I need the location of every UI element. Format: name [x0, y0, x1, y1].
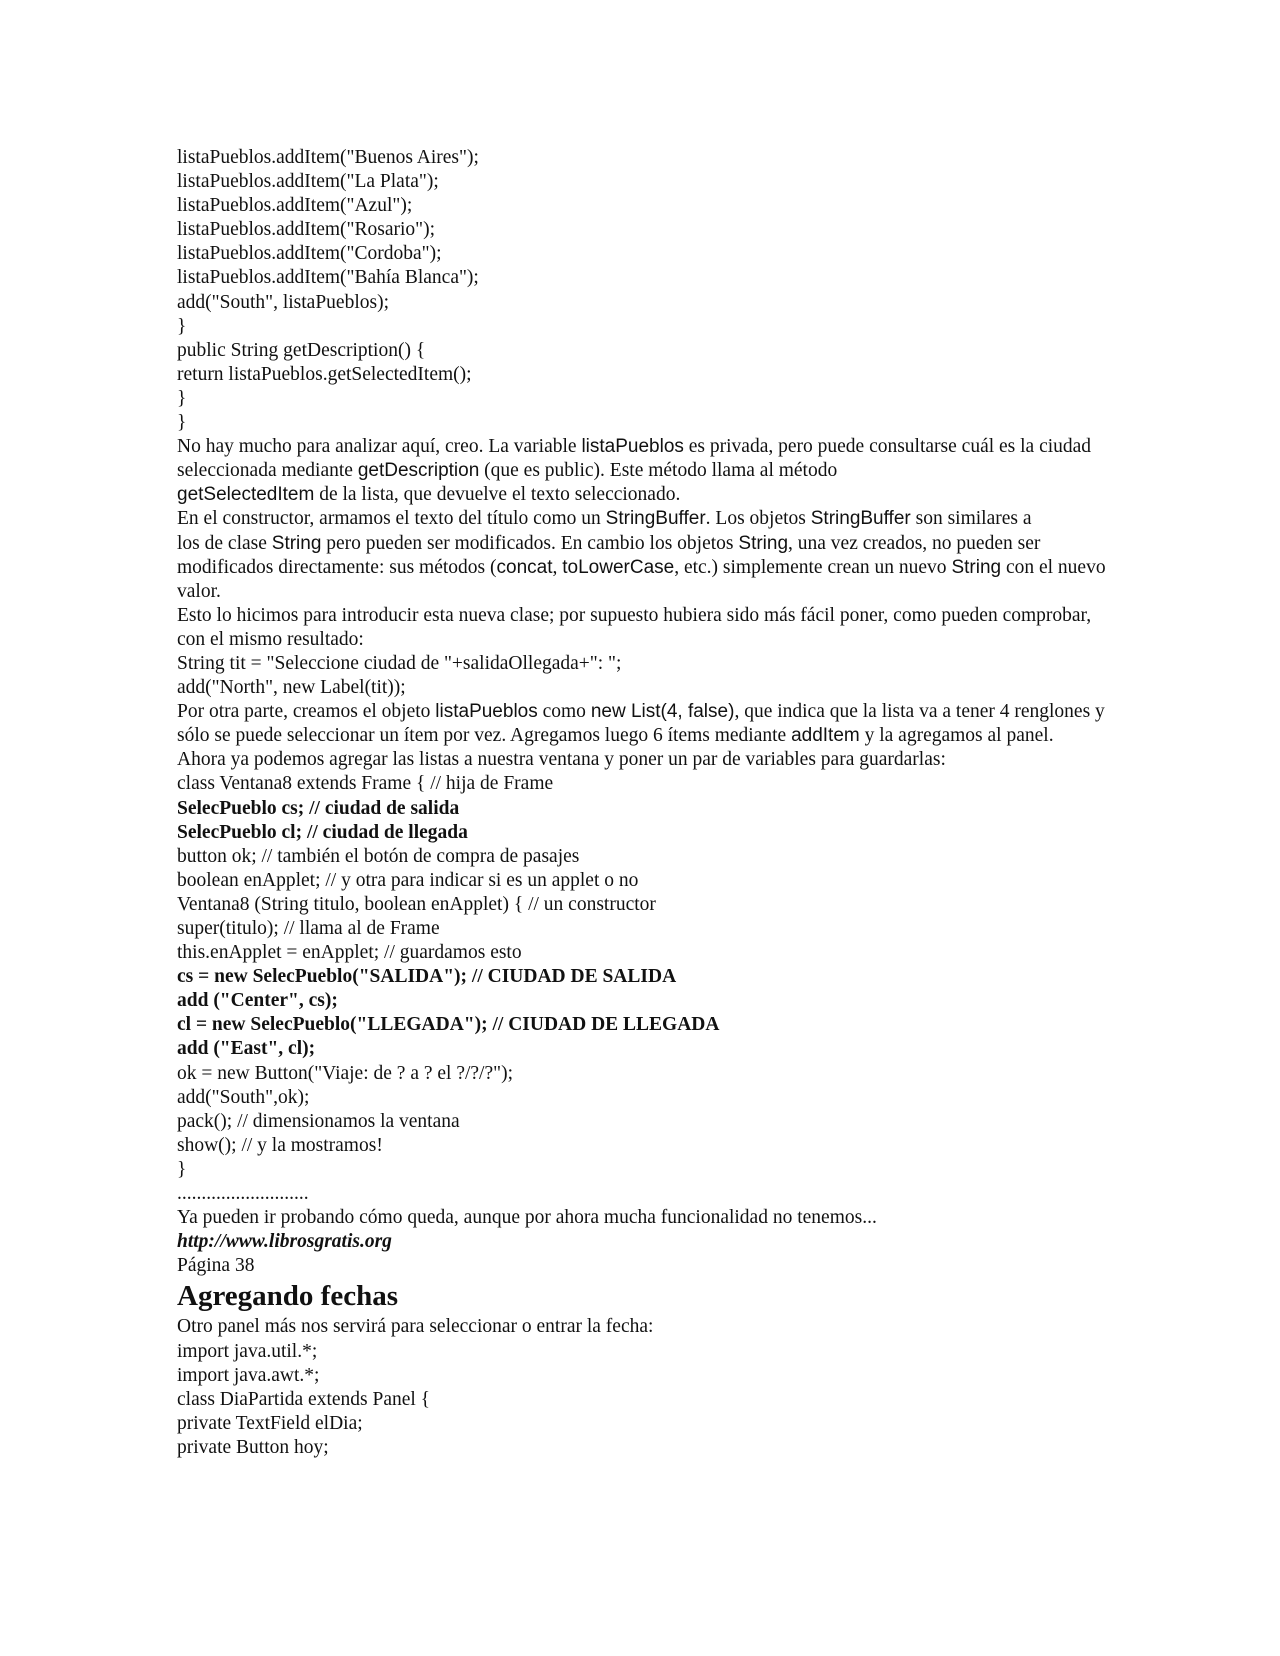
code-line: pack(); // dimensionamos la ventana — [177, 1110, 460, 1132]
code-line: listaPueblos.addItem("Buenos Aires"); — [177, 147, 479, 168]
text-run: es privada, pero puede consultarse cuál es la ciudad seleccionada mediante — [177, 436, 1092, 482]
code-line: } — [177, 315, 187, 337]
code-line: listaPueblos.addItem("Rosario"); — [177, 219, 436, 241]
code-line: import java.awt.*; — [177, 1364, 320, 1386]
inline-code: listaPueblos — [435, 701, 538, 723]
code-block-list-items — [177, 146, 1117, 435]
text-run: y la agregamos al panel. — [859, 725, 1054, 747]
inline-code: StringBuffer — [810, 508, 911, 530]
inline-code: addItem — [791, 725, 860, 747]
paragraph-new-class: Esto lo hicimos para introducir esta nueva clase; por supuesto hubiera sido más fácil poner, como pueden comprobar, con el mismo resultado: — [177, 604, 1092, 650]
text-run: con el nuevo valor. — [177, 556, 1106, 602]
code-line: show(); // y la mostramos! — [177, 1134, 383, 1156]
text-run: En el constructor, armamos el texto del título como un — [177, 508, 606, 530]
paragraph-list-object — [177, 700, 1117, 748]
text-run: No hay mucho para analizar aquí, creo. La variable — [177, 436, 582, 458]
inline-code: String — [738, 532, 789, 554]
text-run: de la lista, que devuelve el texto seleccionado. — [314, 484, 681, 506]
code-line: private Button hoy; — [177, 1436, 329, 1458]
text-run: , — [552, 556, 563, 578]
text-run: Por otra parte, creamos el objeto — [177, 701, 436, 723]
code-line: Ventana8 (String titulo, boolean enApplet) { // un constructor — [177, 893, 656, 915]
text-run: son similares a — [910, 508, 1032, 530]
code-line: public String getDescription() { — [177, 339, 426, 361]
code-line-bold: cs = new SelecPueblo("SALIDA"); // CIUDAD DE SALIDA — [177, 966, 677, 988]
code-line: return listaPueblos.getSelectedItem(); — [177, 363, 472, 385]
code-line: listaPueblos.addItem("La Plata"); — [177, 171, 439, 193]
code-line: add("South", listaPueblos); — [177, 291, 389, 313]
inline-code: new List(4, false) — [590, 701, 735, 723]
code-line: String tit = "Seleccione ciudad de "+salidaOllegada+": "; — [177, 652, 622, 674]
code-line: private TextField elDia; — [177, 1412, 363, 1434]
page-number: Página 38 — [177, 1255, 255, 1277]
code-line: import java.util.*; — [177, 1340, 318, 1362]
document-page — [177, 146, 1117, 1460]
paragraph-try: Ya pueden ir probando cómo queda, aunque por ahora mucha funcionalidad no tenemos... — [177, 1207, 877, 1229]
text-run: , que indica que la lista va a tener 4 renglones y sólo se puede seleccionar un ítem por vez. Agregamos luego 6 ítems mediante — [177, 701, 1105, 747]
inline-code: getDescription — [357, 460, 480, 482]
code-line: listaPueblos.addItem("Cordoba"); — [177, 243, 442, 265]
paragraph-constructor — [177, 507, 1117, 531]
code-line: add("South",ok); — [177, 1086, 310, 1108]
code-line: button ok; // también el botón de compra de pasajes — [177, 845, 580, 867]
text-run: . Los objetos — [705, 508, 811, 530]
inline-code: StringBuffer — [605, 508, 706, 530]
code-line-bold: add ("Center", cs); — [177, 990, 338, 1012]
code-line-bold: cl = new SelecPueblo("LLEGADA"); // CIUDAD DE LLEGADA — [177, 1014, 720, 1036]
inline-code: toLowerCase — [562, 556, 675, 578]
code-block-label — [177, 652, 1117, 700]
code-line: boolean enApplet; // y otra para indicar si es un applet o no — [177, 869, 639, 891]
text-run: como — [537, 701, 591, 723]
inline-code: String — [951, 556, 1002, 578]
code-line-bold: SelecPueblo cs; // ciudad de salida — [177, 797, 460, 819]
inline-code: String — [271, 532, 322, 554]
paragraph-add-lists: Ahora ya podemos agregar las listas a nuestra ventana y poner un par de variables para guardarlas: — [177, 749, 946, 771]
code-line: listaPueblos.addItem("Bahía Blanca"); — [177, 267, 479, 289]
code-line: listaPueblos.addItem("Azul"); — [177, 195, 413, 217]
footer-url-link[interactable]: http://www.librosgratis.org — [177, 1231, 392, 1253]
code-line: class Ventana8 extends Frame { // hija de Frame — [177, 773, 554, 795]
inline-code: listaPueblos — [581, 436, 684, 458]
text-run: , una vez creados, no pueden ser modificados directamente: sus métodos ( — [177, 532, 1041, 578]
code-line: ok = new Button("Viaje: de ? a ? el ?/?/?"); — [177, 1062, 513, 1084]
code-line: } — [177, 412, 187, 434]
text-run: , etc.) simplemente crean un nuevo — [674, 556, 952, 578]
paragraph-string-class — [177, 532, 1117, 604]
text-run: los de clase — [177, 532, 272, 554]
code-block-diapartida — [177, 1340, 1117, 1460]
code-line: this.enApplet = enApplet; // guardamos esto — [177, 942, 522, 964]
text-run: pero pueden ser modificados. En cambio los objetos — [321, 532, 739, 554]
code-line: } — [177, 387, 187, 409]
code-line: class DiaPartida extends Panel { — [177, 1388, 431, 1410]
inline-code: concat — [496, 556, 553, 578]
code-line: } — [177, 1158, 187, 1180]
code-line: super(titulo); // llama al de Frame — [177, 918, 440, 939]
paragraph-analysis — [177, 435, 1117, 507]
section-heading: Agregando fechas — [177, 1280, 398, 1313]
paragraph-date-panel: Otro panel más nos servirá para seleccionar o entrar la fecha: — [177, 1316, 654, 1338]
code-line-bold: add ("East", cl); — [177, 1038, 316, 1060]
code-line: add("North", new Label(tit)); — [177, 677, 406, 699]
code-block-ventana8 — [177, 772, 1117, 1206]
code-line-bold: SelecPueblo cl; // ciudad de llegada — [177, 821, 468, 843]
ellipsis-line: ........................... — [177, 1183, 309, 1205]
inline-code: getSelectedItem — [177, 484, 315, 506]
text-run: (que es public). Este método llama al método — [479, 460, 838, 482]
